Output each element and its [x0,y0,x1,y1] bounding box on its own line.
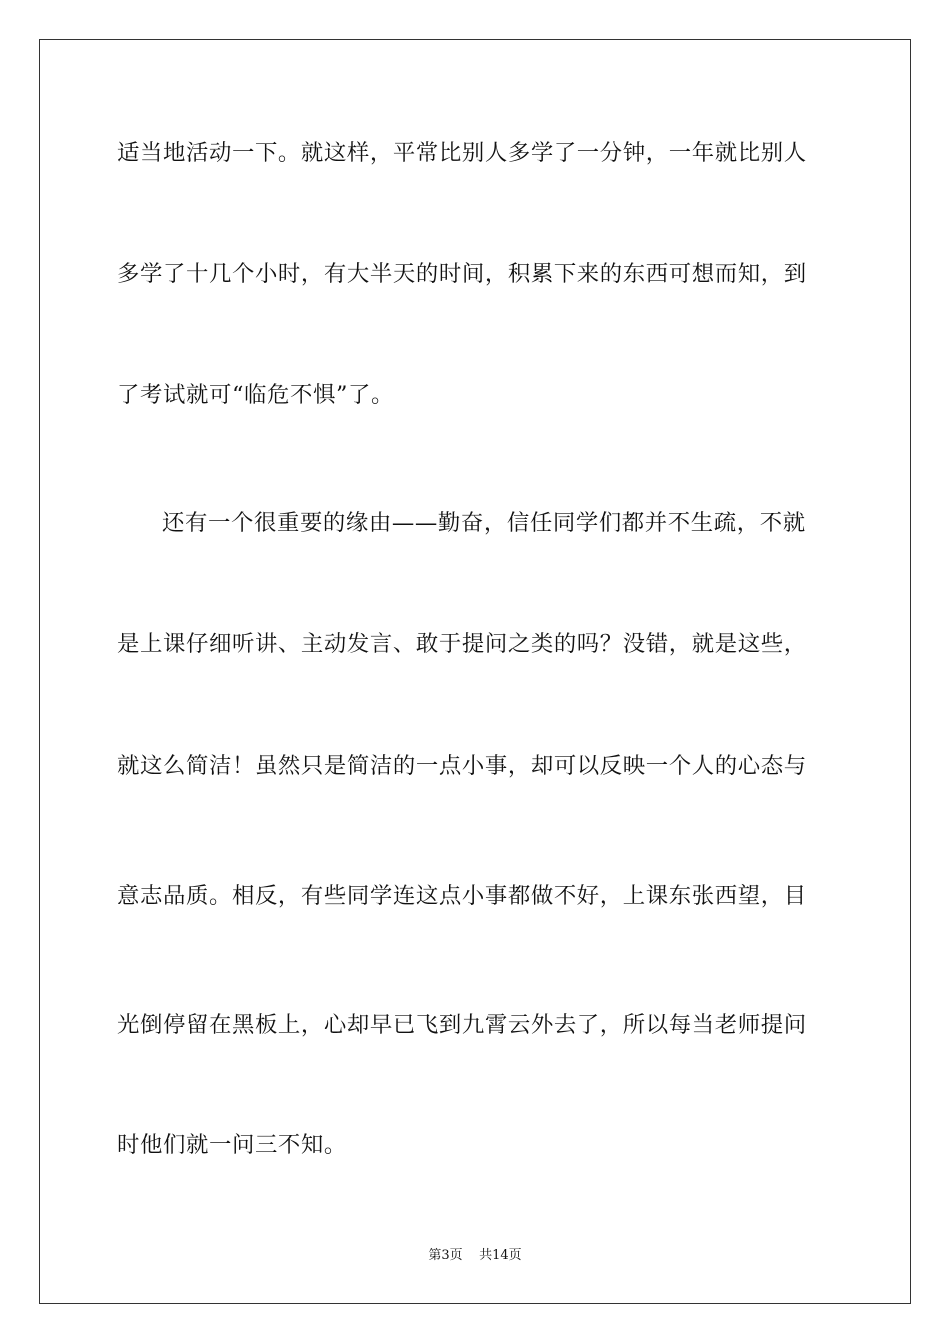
paragraph-line-2: 多学了十几个小时，有大半天的时间，积累下来的东西可想而知，到 [117,261,807,287]
paragraph-line-7: 意志品质。相反，有些同学连这点小事都做不好，上课东张西望，目 [117,883,807,909]
paragraph-line-9: 时他们就一问三不知。 [117,1132,347,1158]
paragraph-line-5: 是上课仔细听讲、主动发言、敢于提问之类的吗？没错，就是这些， [117,631,807,657]
page-total: 共14页 [479,1248,522,1263]
paragraph-line-3: 了考试就可“临危不惧”了。 [117,382,394,408]
paragraph-line-6: 就这么简洁！虽然只是简洁的一点小事，却可以反映一个人的心态与 [117,753,807,779]
page-border [39,39,911,1304]
page-footer [0,1247,950,1265]
page-number: 第3页 [428,1248,463,1263]
paragraph-line-8: 光倒停留在黑板上，心却早已飞到九霄云外去了，所以每当老师提问 [117,1012,807,1038]
paragraph-line-4: 还有一个很重要的缘由——勤奋，信任同学们都并不生疏，不就 [162,510,806,536]
paragraph-line-1: 适当地活动一下。就这样，平常比别人多学了一分钟，一年就比别人 [117,140,807,166]
